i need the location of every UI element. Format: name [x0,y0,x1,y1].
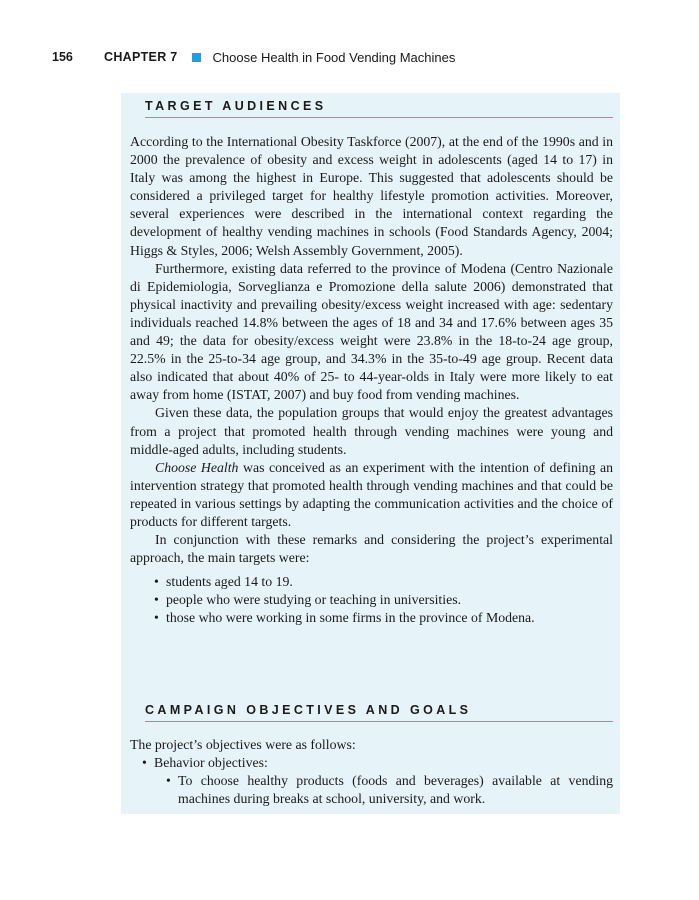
chapter-label: CHAPTER 7 [104,50,178,64]
objective-sublist [130,772,613,808]
list-item: • those who were working in some firms in the province of Modena. [130,609,613,627]
list-item: • Behavior objectives: [130,754,613,772]
emphasis-text: Choose Health [155,459,239,475]
paragraph: Given these data, the population groups that would enjoy the greatest advantages from a project that promoted health through vending machines were young and middle-aged adults, including students. [130,405,613,457]
section-heading-campaign: CAMPAIGN OBJECTIVES AND GOALS [145,703,613,722]
section-heading-target-audiences: TARGET AUDIENCES [145,99,613,118]
paragraph: Furthermore, existing data referred to the province of Modena (Centro Nazionale di Epidemiologia, Sorveglianza e Promozione della salute 2006) demonstrated that physical inactivity and prevailing obesity/excess weight increased with age: sedentary individuals reached 14.8% between the ages of 18 and 34 and 17.6% between ages 35 and 49; the data for obesity/excess weight were 23.8% in the 18-to-24 age group, 22.5% in the 25-to-34 age group, and 34.3% in the 35-to-49 age group. Recent data also indicated that about 40% of 25- to 44-year-olds in Italy were more likely to eat away from home (ISTAT, 2007) and buy food from vending machines. [130,260,613,403]
square-bullet-icon [192,53,201,62]
paragraph: The project’s objectives were as follows: [130,737,356,752]
paragraph: In conjunction with these remarks and considering the project’s experimental approach, the main targets were: [130,532,613,566]
list-item: • people who were studying or teaching in universities. [130,591,613,609]
running-head [52,48,455,66]
target-audiences-body [130,133,613,628]
paragraph [130,459,613,531]
list-item: • students aged 14 to 19. [130,573,613,591]
paragraph-text: was conceived as an experiment with the intention of defining an intervention strategy that promoted health through vending machines and that could be repeated in various settings by adapting the communication activities and the choice of products for different targets. [130,459,614,529]
campaign-body [130,736,613,808]
chapter-title: Choose Health in Food Vending Machines [212,49,456,65]
target-list [130,573,613,627]
content-panel [121,93,620,814]
page-number: 156 [52,50,73,64]
objective-list [130,754,613,772]
paragraph: According to the International Obesity Taskforce (2007), at the end of the 1990s and in 2000 the prevalence of obesity and excess weight in adolescents (aged 14 to 17) in Italy was among the highest in Europe. This suggested that adolescents should be considered a privileged target for healthy lifestyle promotion activities. Moreover, several experiences were described in the international context regarding the development of healthy vending machines in schools (Food Standards Agency, 2004; Higgs & Styles, 2006; Welsh Assembly Government, 2005). [130,134,613,258]
list-item: • To choose healthy products (foods and beverages) available at vending machines during breaks at school, university, and work. [130,772,613,808]
